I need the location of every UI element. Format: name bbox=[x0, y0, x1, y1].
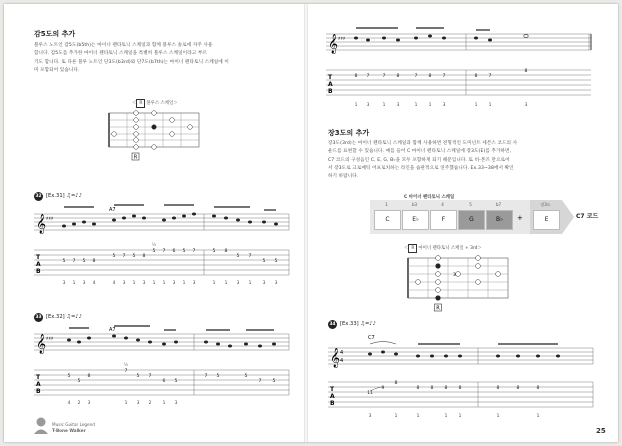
finger-number: 2 bbox=[77, 401, 81, 406]
body-line: 운드를 표현할 수 있습니다. 예를 들어 C 마이너 펜타토닉 스케일에 장3도(E)를 추가하면, bbox=[328, 149, 512, 155]
example-label-text: [Ex.32] bbox=[46, 314, 65, 320]
svg-text:𝄞: 𝄞 bbox=[330, 348, 341, 368]
tab-number: 5 bbox=[216, 374, 220, 379]
svg-text:♯♯♯: ♯♯♯ bbox=[46, 216, 54, 222]
tab-number: 5 bbox=[236, 254, 240, 259]
tab-number: 7 bbox=[248, 254, 252, 259]
finger-number: 3 bbox=[262, 281, 266, 286]
tab-number: 7 bbox=[366, 74, 370, 79]
tab-number: 11 bbox=[367, 391, 373, 396]
finger-number: 3 bbox=[396, 103, 400, 108]
example-label: [Ex.32] ♫=♪♪ bbox=[46, 314, 82, 320]
body-line: 장3도(3rd)는 마이너 펜타토닉 스케일과 함께 사용하면 전형적인 도미넌트 세븐스 코드의 사 bbox=[328, 141, 518, 146]
finger-number: 1 bbox=[72, 281, 76, 286]
scale-note: C bbox=[374, 210, 401, 230]
result-chord bbox=[576, 211, 598, 220]
tab-number: 8 bbox=[224, 249, 228, 254]
finger-number: 1 bbox=[416, 414, 420, 419]
example-number-badge: 33 bbox=[35, 315, 42, 320]
tab-number: 5 bbox=[274, 259, 278, 264]
finger-number: 3 bbox=[172, 281, 176, 286]
pentatonic-plus-3rd-fretboard bbox=[398, 254, 518, 316]
finger-number: 1 bbox=[474, 103, 478, 108]
scale-note: G bbox=[458, 210, 485, 230]
finger-number: 1 bbox=[428, 103, 432, 108]
svg-text:B: B bbox=[36, 388, 41, 395]
finger-number: 1 bbox=[414, 103, 418, 108]
scale-formula-panel bbox=[370, 200, 530, 234]
root-marker: R bbox=[133, 154, 138, 161]
tab-number: 5 bbox=[182, 249, 186, 254]
finger-number: 3 bbox=[274, 281, 278, 286]
finger-number: 3 bbox=[136, 401, 140, 406]
arrow-icon bbox=[562, 200, 574, 234]
scale-note: B♭ bbox=[486, 210, 513, 230]
finger-number: 1 bbox=[182, 281, 186, 286]
footer-name: T-Bone Walker bbox=[52, 428, 86, 433]
tab-number: 8 bbox=[516, 386, 520, 391]
book-spread bbox=[4, 4, 618, 442]
svg-text:B: B bbox=[330, 400, 335, 407]
tab-number: 5 bbox=[62, 259, 66, 264]
tab-number: 8 bbox=[416, 386, 420, 391]
example-label: [Ex.33] ♫=♪♪ bbox=[340, 321, 376, 327]
finger-number: 1 bbox=[496, 414, 500, 419]
scale-note: F bbox=[430, 210, 457, 230]
page-number: 25 bbox=[596, 427, 606, 435]
scale-degree: b7 bbox=[495, 202, 502, 207]
root-badge: R bbox=[136, 99, 145, 108]
finger-number: 3 bbox=[174, 401, 178, 406]
section-title-3rd: 장3도의 추가 bbox=[328, 129, 370, 137]
tab-number: 5 bbox=[112, 254, 116, 259]
body-line: 기도 합니다. 또 다른 블루 노트인 단3도(b3rd)와 단7도(b7th)는 마이너 펜타토닉 스케일에 이 bbox=[34, 59, 229, 65]
tab-number: 6 bbox=[172, 249, 176, 254]
tab-number: 5 bbox=[77, 379, 81, 384]
chord-symbol: A7 bbox=[109, 327, 116, 333]
svg-text:𝄞: 𝄞 bbox=[36, 334, 47, 354]
tab-number: 5 bbox=[136, 374, 140, 379]
tab-number: 7 bbox=[204, 374, 208, 379]
svg-text:½: ½ bbox=[152, 242, 156, 247]
chord-symbol: A7 bbox=[109, 207, 116, 213]
finger-number: 3 bbox=[192, 281, 196, 286]
section-body-3rd bbox=[328, 140, 598, 181]
diagram1-caption: ＜ R 블루스 스케일＞ bbox=[132, 101, 178, 106]
finger-number: 3 bbox=[524, 103, 528, 108]
tab-number: 8 bbox=[474, 74, 478, 79]
added-3rd-panel bbox=[530, 200, 562, 234]
tab-number: 5 bbox=[132, 254, 136, 259]
added-note: E bbox=[533, 210, 560, 230]
tab-number: 5 bbox=[174, 379, 178, 384]
tab-number: 7 bbox=[488, 74, 492, 79]
finger-number: 1 bbox=[132, 281, 136, 286]
scale-note: E♭ bbox=[402, 210, 429, 230]
finger-number: 3 bbox=[236, 281, 240, 286]
example-label-text: [Ex.31] bbox=[46, 193, 65, 199]
plus-sign: + bbox=[517, 214, 523, 222]
tab-number: 8 bbox=[536, 386, 540, 391]
tab-number: 7 bbox=[122, 254, 126, 259]
tab-number: 7 bbox=[162, 249, 166, 254]
caption-text: 블루스 스케일 bbox=[146, 101, 174, 106]
body-line: 서 장3도로 크로매틱 어프로치하는 라인을 습관적으로 연주했습니다. Ex.33~38에서 확인 bbox=[328, 165, 514, 171]
ex31-notation-tab bbox=[34, 202, 292, 292]
scale-degree: 1 bbox=[385, 202, 388, 207]
svg-text:A: A bbox=[330, 393, 335, 400]
right-page bbox=[306, 4, 618, 442]
root-marker: R bbox=[436, 305, 440, 312]
finger-number: 1 bbox=[162, 281, 166, 286]
finger-number: 1 bbox=[162, 401, 166, 406]
svg-text:𝄞: 𝄞 bbox=[328, 34, 339, 54]
chord-symbol: C7 bbox=[368, 335, 375, 341]
svg-text:♯♯♯: ♯♯♯ bbox=[46, 336, 54, 342]
svg-text:T: T bbox=[328, 74, 333, 81]
finger-number: 3 bbox=[368, 414, 372, 419]
tab-number: 7 bbox=[442, 74, 446, 79]
finger-number: 4 bbox=[67, 401, 71, 406]
diagram2-caption: ＜ R 마이너 펜타토닉 스케일 + 3rd＞ bbox=[404, 246, 482, 251]
root-badge: R bbox=[408, 244, 417, 253]
tab-number: 5 bbox=[82, 259, 86, 264]
scale-title: C 마이너 펜타토닉 스케일 bbox=[404, 195, 455, 200]
tab-number: 8 bbox=[428, 74, 432, 79]
tab-number: 5 bbox=[152, 249, 156, 254]
finger-number: 1 bbox=[152, 281, 156, 286]
tab-number: 7 bbox=[414, 74, 418, 79]
svg-text:4: 4 bbox=[340, 358, 344, 364]
finger-number: 3 bbox=[87, 401, 91, 406]
example-number-badge: 32 bbox=[35, 194, 42, 199]
example-number-badge: 34 bbox=[329, 322, 336, 327]
finger-number: 1 bbox=[444, 414, 448, 419]
finger-number: 4 bbox=[92, 281, 96, 286]
tab-number: 9 bbox=[381, 386, 385, 391]
tab-number: 5 bbox=[212, 249, 216, 254]
tab-number: 7 bbox=[258, 379, 262, 384]
tab-number: 6 bbox=[162, 379, 166, 384]
finger-number: 2 bbox=[148, 401, 152, 406]
finger-number: 1 bbox=[224, 281, 228, 286]
tab-number: 8 bbox=[430, 386, 434, 391]
guitarist-portrait-icon bbox=[34, 416, 48, 434]
scale-degree: 4 bbox=[441, 202, 444, 207]
example-label-text: [Ex.33] bbox=[340, 321, 359, 327]
tab-number: 8 bbox=[354, 74, 358, 79]
body-line: 미 포함되어 있습니다. bbox=[34, 67, 80, 73]
finger-number: 3 bbox=[62, 281, 66, 286]
svg-text:T: T bbox=[36, 254, 41, 261]
tab-number: 5 bbox=[67, 374, 71, 379]
svg-text:T: T bbox=[36, 374, 41, 381]
ex33-notation-tab bbox=[328, 330, 596, 420]
finger-number: 3 bbox=[442, 103, 446, 108]
body-line: 하기 바랍니다. bbox=[328, 174, 359, 180]
finger-number: 1 bbox=[488, 103, 492, 108]
tab-number: 8 bbox=[92, 259, 96, 264]
svg-text:♯♯♯: ♯♯♯ bbox=[338, 36, 346, 42]
svg-text:T: T bbox=[330, 386, 335, 393]
finger-number: 3 bbox=[142, 281, 146, 286]
tab-number: 7 bbox=[124, 369, 128, 374]
svg-text:3: 3 bbox=[453, 273, 456, 278]
example-label: [Ex.31] ♫=♪♪ bbox=[46, 193, 82, 199]
added-degree: 장3도 bbox=[540, 202, 551, 207]
svg-text:A: A bbox=[36, 261, 41, 268]
body-line: C7 코드의 구성음인 C, E, G, B♭을 모두 포함하게 되기 때문입니다. 또 비-본즈 만으로어 bbox=[328, 157, 510, 163]
tab-number: 8 bbox=[396, 74, 400, 79]
section-title-b5: 감5도의 추가 bbox=[34, 30, 76, 38]
caption-text: 마이너 펜타토닉 스케일 + 3rd bbox=[418, 246, 478, 251]
tab-number: 8 bbox=[142, 254, 146, 259]
tab-number: 8 bbox=[394, 381, 398, 386]
tab-number: 8 bbox=[444, 386, 448, 391]
tab-number: 5 bbox=[262, 259, 266, 264]
finger-number: 4 bbox=[112, 281, 116, 286]
tab-number: 5 bbox=[272, 379, 276, 384]
result-text: C7 코드 bbox=[576, 213, 599, 220]
tab-number: 8 bbox=[524, 69, 528, 74]
finger-number: 3 bbox=[122, 281, 126, 286]
svg-text:4: 4 bbox=[340, 350, 344, 356]
finger-number: 1 bbox=[248, 281, 252, 286]
left-page bbox=[4, 4, 304, 442]
svg-text:B: B bbox=[328, 88, 333, 95]
scale-degree: 5 bbox=[469, 202, 472, 207]
body-line: 블루스 노트인 감5도(b5th)는 마이너 펜타토닉 스케일과 함께 블루스 솔로에 자주 사용 bbox=[34, 43, 213, 48]
finger-number: 1 bbox=[536, 414, 540, 419]
section-body-b5 bbox=[34, 42, 289, 75]
svg-text:A: A bbox=[328, 81, 333, 88]
ex32-notation-tab bbox=[34, 322, 292, 412]
top-continuation-tab bbox=[326, 26, 594, 112]
finger-number: 1 bbox=[382, 103, 386, 108]
finger-number: 1 bbox=[394, 414, 398, 419]
svg-text:B: B bbox=[36, 268, 41, 275]
finger-number: 1 bbox=[354, 103, 358, 108]
tab-number: 7 bbox=[148, 374, 152, 379]
svg-text:½: ½ bbox=[124, 362, 128, 367]
tab-number: 7 bbox=[192, 249, 196, 254]
svg-text:A: A bbox=[36, 381, 41, 388]
tab-number: 5 bbox=[244, 374, 248, 379]
finger-number: 3 bbox=[82, 281, 86, 286]
scale-degree: b3 bbox=[411, 202, 418, 207]
tab-number: 8 bbox=[87, 374, 91, 379]
body-line: 합니다. 감5도를 추가한 마이너 펜타토닉 스케일을 특별히 블루스 스케일이라고 부르 bbox=[34, 51, 207, 57]
finger-number: 3 bbox=[366, 103, 370, 108]
tab-number: 8 bbox=[458, 386, 462, 391]
tab-number: 8 bbox=[496, 386, 500, 391]
blues-scale-fretboard bbox=[99, 108, 209, 168]
tab-number: 7 bbox=[72, 259, 76, 264]
footer-series: Music Guitar Legend bbox=[52, 422, 95, 427]
svg-text:𝄞: 𝄞 bbox=[36, 214, 47, 234]
finger-number: 1 bbox=[458, 414, 462, 419]
finger-number: 1 bbox=[212, 281, 216, 286]
finger-number: 1 bbox=[124, 401, 128, 406]
tab-number: 7 bbox=[382, 74, 386, 79]
